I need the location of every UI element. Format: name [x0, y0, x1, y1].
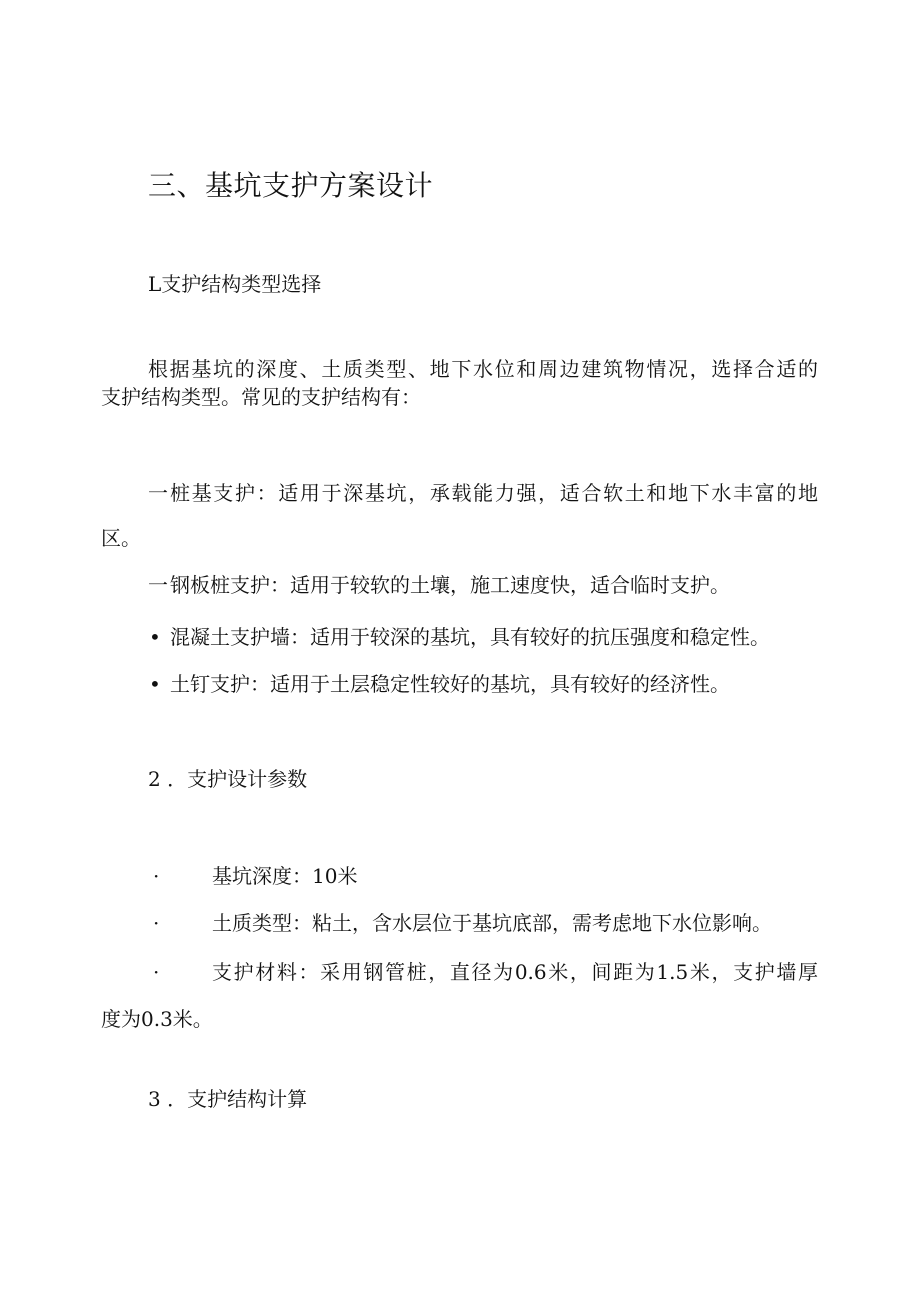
- param-item-text: 支护材料：采用钢管桩，直径为0.6米，间距为1.5米，支护墙厚: [212, 960, 818, 984]
- bullet-icon: ·: [153, 864, 160, 888]
- subsection-heading-1: L支护结构类型选择: [148, 272, 322, 296]
- section-title: 三、基坑支护方案设计: [148, 169, 434, 202]
- intro-paragraph-line-2: 支护结构类型。常见的支护结构有：: [101, 385, 421, 409]
- param-item-text-continued: 度为0.3米。: [101, 1007, 213, 1031]
- intro-paragraph-line-1: 根据基坑的深度、土质类型、地下水位和周边建筑物情况，选择合适的: [148, 357, 818, 381]
- list-item-marker: 一: [148, 573, 168, 597]
- bullet-icon: ·: [153, 960, 160, 984]
- bullet-icon: •: [149, 672, 161, 696]
- subsection-heading-3: 3 ．支护结构计算: [148, 1087, 308, 1111]
- list-item-text-continued: 区。: [101, 526, 141, 550]
- bullet-icon: ·: [153, 911, 160, 935]
- list-item-marker: 一: [148, 481, 168, 505]
- list-item-text: 钢板桩支护：适用于较软的土壤，施工速度快，适合临时支护。: [170, 573, 730, 597]
- param-item-text: 土质类型：粘土，含水层位于基坑底部，需考虑地下水位影响。: [212, 911, 772, 935]
- list-item-text: 混凝土支护墙：适用于较深的基坑，具有较好的抗压强度和稳定性。: [170, 625, 770, 649]
- list-item-text: 桩基支护：适用于深基坑，承载能力强，适合软土和地下水丰富的地: [170, 481, 818, 505]
- subsection-heading-2: 2 ．支护设计参数: [148, 767, 308, 791]
- bullet-icon: •: [149, 625, 161, 649]
- list-item-text: 土钉支护：适用于土层稳定性较好的基坑，具有较好的经济性。: [170, 672, 730, 696]
- param-item-text: 基坑深度：10米: [212, 864, 358, 888]
